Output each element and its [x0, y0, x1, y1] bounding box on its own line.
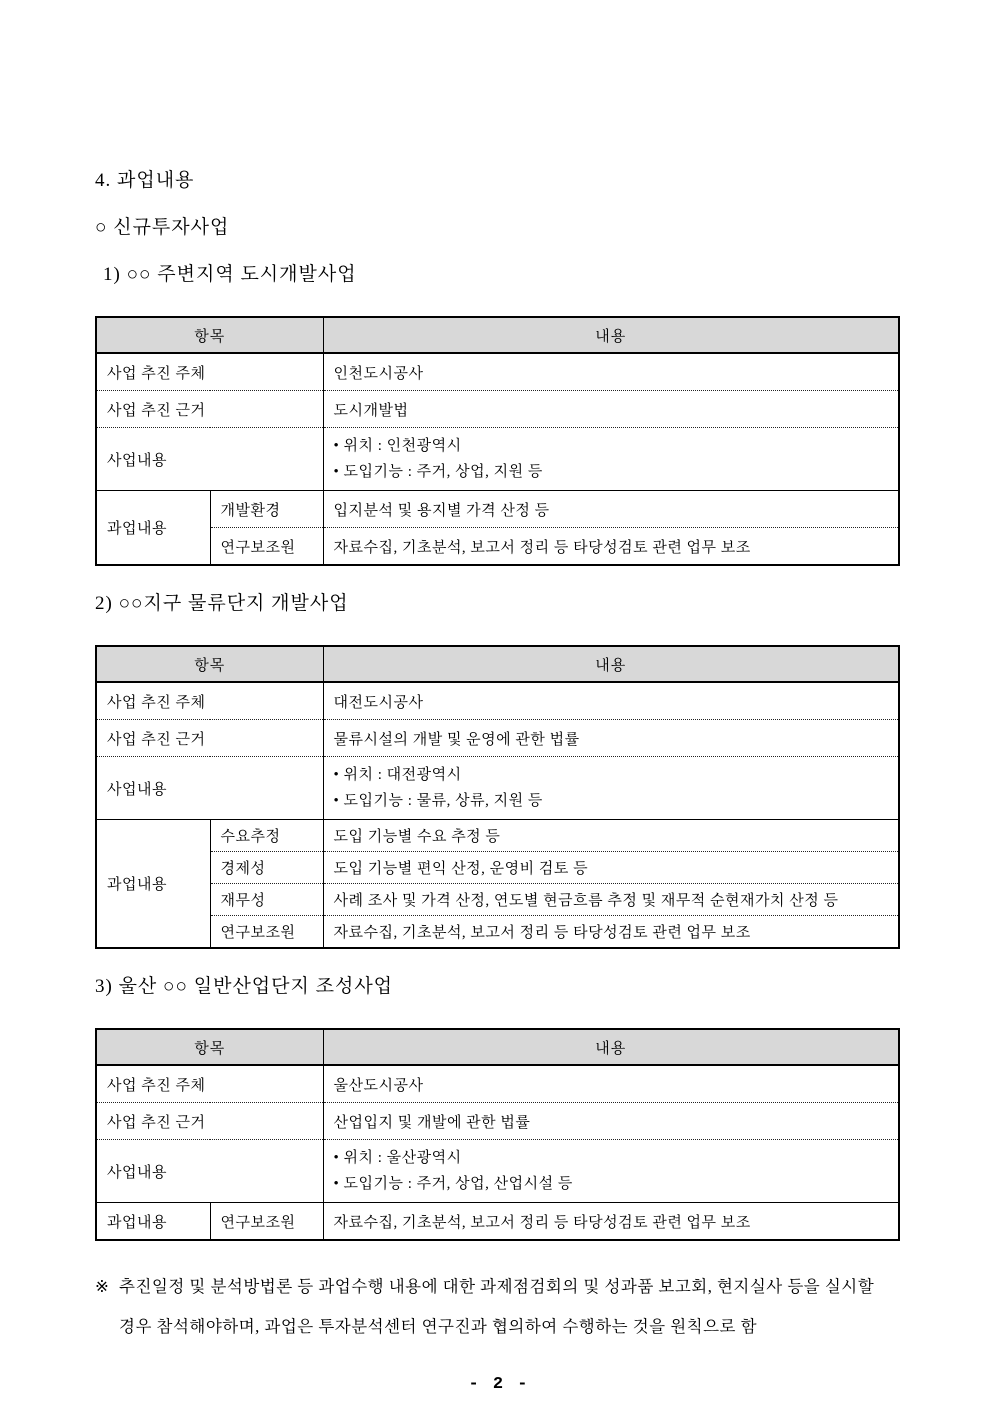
subject-value: 대전도시공사 [323, 682, 899, 720]
page-number: - 2 - [468, 1375, 530, 1394]
table-3-row-content [96, 1140, 899, 1203]
table-3-header-item: 항목 [96, 1029, 323, 1065]
table-2-header-row [96, 646, 899, 682]
content-value [323, 757, 899, 820]
work-label: 과업내용 [96, 491, 210, 566]
subject-label: 사업 추진 주체 [107, 365, 206, 382]
footnote-line-1: 추진일정 및 분석방법론 등 과업수행 내용에 대한 과제점검회의 및 성과품 보고회, 현지실사 등을 실시할 [119, 1277, 875, 1296]
content-bullet: • 위치 : 대전광역시 [333, 767, 462, 783]
project-table-3 [95, 1028, 900, 1241]
table-2-row-work-2 [96, 852, 899, 884]
table-1-header-content: 내용 [323, 317, 899, 353]
table-3-row-work-1 [96, 1203, 899, 1241]
content-value [323, 1140, 899, 1203]
table-2-row-subject [96, 682, 899, 720]
project-table-2 [95, 645, 900, 949]
footnote [95, 1267, 903, 1347]
project-table-1 [95, 316, 900, 566]
table-2-row-content [96, 757, 899, 820]
work-item-name: 개발환경 [210, 491, 323, 528]
content-bullet: • 위치 : 울산광역시 [333, 1150, 462, 1166]
table-3-header-content: 내용 [323, 1029, 899, 1065]
work-item-desc: 도입 기능별 편익 산정, 운영비 검토 등 [323, 852, 899, 884]
content-bullet: • 위치 : 인천광역시 [333, 438, 462, 454]
section-3-title: 3) 울산 ○○ 일반산업단지 조성사업 [95, 976, 394, 997]
work-label: 과업내용 [96, 1203, 210, 1241]
work-item-desc: 사례 조사 및 가격 산정, 연도별 현금흐름 추정 및 재무적 순현재가치 산정 등 [323, 884, 899, 916]
work-item-name: 연구보조원 [210, 528, 323, 566]
work-item-name: 경제성 [210, 852, 323, 884]
work-item-name: 수요추정 [210, 820, 323, 852]
work-item-desc: 자료수집, 기초분석, 보고서 정리 등 타당성검토 관련 업무 보조 [323, 1203, 899, 1241]
basis-value: 도시개발법 [323, 391, 899, 428]
content-value [323, 428, 899, 491]
table-1-row-basis [96, 391, 899, 428]
section-1-title: 1) ○○ 주변지역 도시개발사업 [103, 264, 357, 285]
table-2-header-item: 항목 [96, 646, 323, 682]
table-1-row-subject [96, 353, 899, 391]
subject-value: 인천도시공사 [323, 353, 899, 391]
table-2-header-content: 내용 [323, 646, 899, 682]
content-label: 사업내용 [96, 757, 323, 820]
footnote-marker: ※ [95, 1277, 110, 1296]
doc-subheading: ○ 신규투자사업 [95, 217, 230, 238]
table-2-row-basis [96, 720, 899, 757]
basis-label: 사업 추진 근거 [96, 1103, 323, 1140]
footnote-line-2: 경우 참석해야하며, 과업은 투자분석센터 연구진과 협의하여 수행하는 것을 원칙으로 함 [119, 1317, 758, 1336]
table-3-row-subject [96, 1065, 899, 1103]
table-2-row-work-1 [96, 820, 899, 852]
table-2-row-work-4 [96, 916, 899, 949]
work-item-desc: 자료수집, 기초분석, 보고서 정리 등 타당성검토 관련 업무 보조 [323, 916, 899, 949]
basis-label: 사업 추진 근거 [96, 391, 323, 428]
basis-value: 물류시설의 개발 및 운영에 관한 법률 [323, 720, 899, 757]
doc-heading: 4. 과업내용 [95, 170, 195, 191]
content-bullet: • 도입기능 : 물류, 상류, 지원 등 [333, 793, 543, 809]
table-1-header-row [96, 317, 899, 353]
content-bullet: • 도입기능 : 주거, 상업, 지원 등 [333, 464, 543, 480]
table-1-row-work-2 [96, 528, 899, 566]
subject-label: 사업 추진 주체 [107, 1077, 206, 1094]
footnote-text [119, 1267, 874, 1347]
work-item-desc: 입지분석 및 용지별 가격 산정 등 [323, 491, 899, 528]
basis-label: 사업 추진 근거 [96, 720, 323, 757]
basis-value: 산업입지 및 개발에 관한 법률 [323, 1103, 899, 1140]
work-item-name: 재무성 [210, 884, 323, 916]
subject-label: 사업 추진 주체 [107, 694, 206, 711]
work-item-desc: 도입 기능별 수요 추정 등 [323, 820, 899, 852]
table-1-row-work-1 [96, 491, 899, 528]
subject-value: 울산도시공사 [323, 1065, 899, 1103]
content-label: 사업내용 [96, 428, 323, 491]
section-2-title: 2) ○○지구 물류단지 개발사업 [95, 593, 349, 614]
work-label: 과업내용 [96, 820, 210, 949]
table-2-row-work-3 [96, 884, 899, 916]
table-1-row-content [96, 428, 899, 491]
table-3-row-basis [96, 1103, 899, 1140]
work-item-name: 연구보조원 [210, 1203, 323, 1241]
table-3-header-row [96, 1029, 899, 1065]
table-1-header-item: 항목 [96, 317, 323, 353]
content-label: 사업내용 [96, 1140, 323, 1203]
work-item-name: 연구보조원 [210, 916, 323, 949]
work-item-desc: 자료수집, 기초분석, 보고서 정리 등 타당성검토 관련 업무 보조 [323, 528, 899, 566]
content-bullet: • 도입기능 : 주거, 상업, 산업시설 등 [333, 1176, 573, 1192]
